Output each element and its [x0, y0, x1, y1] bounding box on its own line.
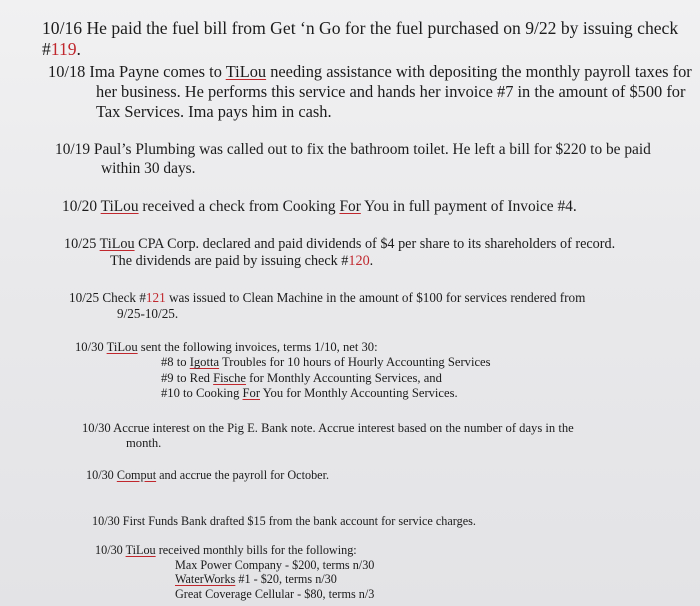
- company-name-tilou: TiLou: [125, 543, 156, 557]
- entry-1030-date: 10/30: [75, 340, 107, 354]
- entry-1030e-rest: received monthly bills for the following:: [155, 543, 357, 557]
- entry-1018-date: 10/18 Ima Payne comes to: [48, 62, 226, 81]
- entry-1025-tail: .: [369, 253, 374, 270]
- entry-1020-date: 10/20: [62, 198, 101, 215]
- entry-1030-bills: [95, 543, 374, 602]
- entry-1030c-rest: and accrue the payroll for October.: [156, 468, 330, 482]
- entry-1025-date: 10/25: [64, 236, 100, 252]
- bill-max-power: Max Power Company - $200, terms n/30: [175, 557, 375, 572]
- bill-great-coverage: Great Coverage Cellular - $80, terms n/3: [175, 586, 375, 601]
- entry-1018: [48, 62, 698, 122]
- invoice-9: [75, 371, 695, 386]
- bill-waterworks: [95, 572, 374, 587]
- company-name-tilou: TiLou: [225, 62, 267, 81]
- entry-1019: [55, 141, 700, 179]
- entry-1025b-line1: was issued to Clean Machine in the amount of $100 for services rendered from: [165, 290, 586, 305]
- check-number-119: 119: [50, 39, 77, 60]
- entry-1030-bank: [92, 514, 476, 529]
- company-name-tilou: TiLou: [99, 236, 135, 252]
- invoice-9-a: #9 to Red: [161, 370, 214, 385]
- invoice-10-c: You for Monthly Accounting Services.: [260, 386, 458, 401]
- entry-1020-rest: You in full payment of Invoice #4.: [360, 198, 577, 215]
- word-comput: Comput: [116, 468, 157, 482]
- word-for: For: [339, 198, 361, 215]
- invoice-10-a: #10 to Cooking: [161, 386, 243, 401]
- company-name-tilou: TiLou: [106, 340, 138, 354]
- company-name-tilou: TiLou: [100, 198, 139, 215]
- entry-1025-line2: The dividends are paid by issuing check #: [110, 253, 349, 270]
- check-number-121: 121: [145, 290, 166, 305]
- entry-1030-interest: [82, 421, 696, 452]
- invoice-8: [75, 355, 695, 370]
- bill-waterworks-rest: #1 - $20, terms n/30: [235, 572, 337, 587]
- invoice-8-c: Troubles for 10 hours of Hourly Accounting Services: [219, 355, 491, 370]
- check-number-120: 120: [348, 253, 370, 270]
- word-for: For: [242, 386, 261, 401]
- entry-1030b-line1: 10/30 Accrue interest on the Pig E. Bank note. Accrue interest based on the number of days in the: [82, 421, 574, 435]
- entry-1019-line2: within 30 days.: [101, 159, 196, 177]
- entry-1025-check: [69, 290, 700, 322]
- entry-1030e-date: 10/30: [95, 543, 126, 557]
- entry-1016-tail: .: [76, 39, 81, 60]
- entry-1030d-text: 10/30 First Funds Bank drafted $15 from the bank account for service charges.: [92, 514, 476, 528]
- entry-1018-line1: needing assistance with depositing the monthly payroll taxes for: [266, 62, 692, 81]
- entry-1019-line1: 10/19 Paul’s Plumbing was called out to fix the bathroom toilet. He left a bill for $220 to be paid: [55, 141, 651, 158]
- entry-1030-payroll: [86, 468, 329, 483]
- entry-1016-text: 10/16 He paid the fuel bill from Get ‘n Go for the fuel purchased on 9/22 by issuing check #: [42, 18, 679, 60]
- entry-1025-line1: CPA Corp. declared and paid dividends of $4 per share to its shareholders of record.: [134, 236, 616, 252]
- customer-igotta: Igotta: [189, 355, 220, 370]
- entry-1018-line3: Tax Services. Ima pays him in cash.: [96, 102, 332, 122]
- entry-1016: [42, 18, 700, 61]
- entry-1030-invoices: [75, 340, 695, 401]
- entry-1025-dividends: [64, 236, 700, 271]
- entry-1030c-date: 10/30: [86, 468, 117, 482]
- vendor-waterworks: WaterWorks: [175, 572, 236, 587]
- invoice-10: [75, 386, 695, 401]
- invoice-8-a: #8 to: [161, 355, 190, 370]
- customer-fische: Fische: [213, 370, 247, 385]
- entry-1030-line1: sent the following invoices, terms 1/10, net 30:: [137, 340, 378, 354]
- entry-1025b-line2: 9/25-10/25.: [117, 306, 179, 322]
- entry-1030b-line2: month.: [126, 436, 162, 451]
- entry-1018-line2: her business. He performs this service and hands her invoice #7 in the amount of $500 for: [96, 82, 686, 102]
- entry-1025b-lead: 10/25 Check #: [69, 290, 146, 305]
- invoice-9-c: for Monthly Accounting Services, and: [246, 370, 442, 385]
- entry-1020: [62, 198, 577, 217]
- entry-1020-text: received a check from Cooking: [138, 198, 340, 215]
